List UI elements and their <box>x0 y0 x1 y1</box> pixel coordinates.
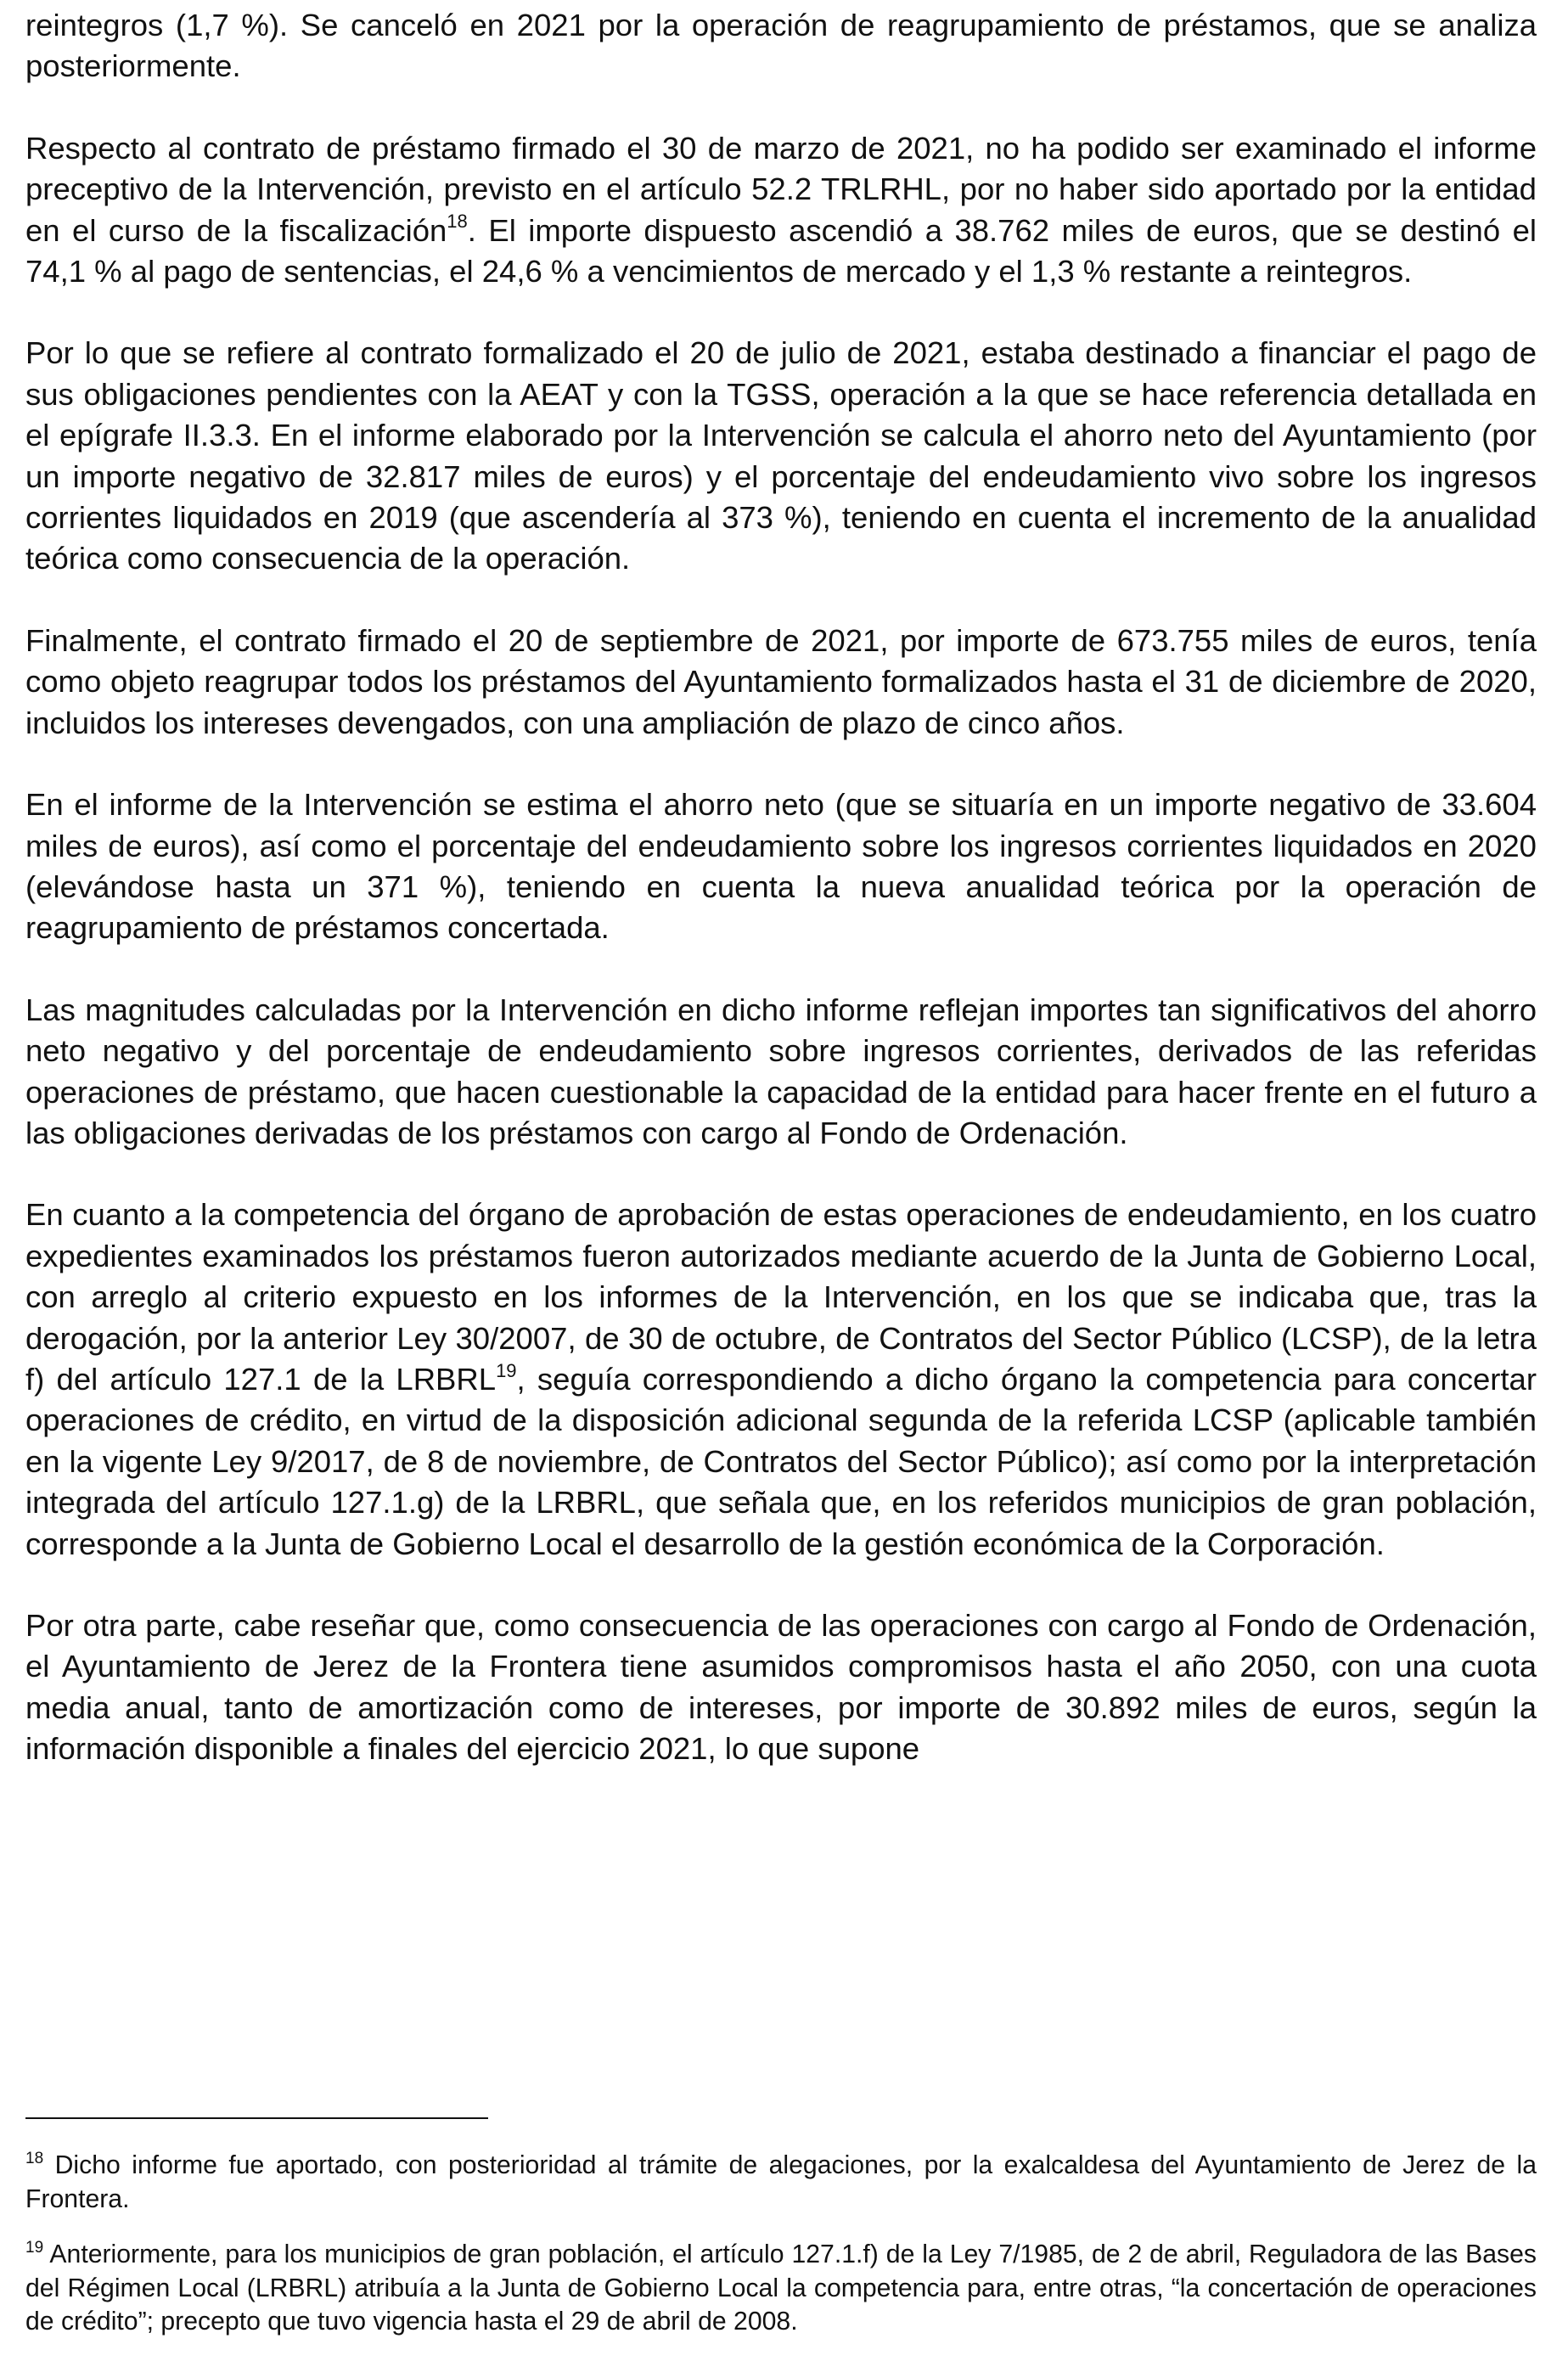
paragraph-6: Las magnitudes calculadas por la Intervención en dicho informe reflejan importes tan significativos del ahorro neto negativo y del porcentaje de endeudamiento sobre ingresos corrientes, derivados de las referidas operaciones de préstamo, que hacen cuestionable la capacidad de la entidad para hacer frente en el futuro a las obligaciones derivadas de los préstamos con cargo al Fondo de Ordenación. <box>25 992 1537 1150</box>
paragraph-2: Respecto al contrato de préstamo firmado el 30 de marzo de 2021, no ha podido ser examinado el informe preceptivo de la Intervención, previsto en el artículo 52.2 TRLRHL, por no haber sido aportado por la entidad en el curso de la fiscalización$^{18}$. El importe dispuesto ascendió a 38.762 miles de euros, que se destinó el 74,1 % al pago de sentencias, el 24,6 % a vencimientos de mercado y el 1,3 % restante a reintegros. <box>25 130 1537 290</box>
footnote-19: $^{19}$ Anteriormente, para los municipios de gran población, el artículo 127.1.f) de la Ley 7/1985, de 2 de abril, Reguladora de las Bases del Régimen Local (LRBRL) atribuía a la Junta de Gobierno Local la competencia para, entre otras, “la concertación de operaciones de crédito”; precepto que tuvo vigencia hasta el 29 de abril de 2008. <box>25 2238 1537 2336</box>
footnote-separator <box>25 2117 488 2119</box>
footnote-ref-18[interactable]: 18 <box>447 211 468 233</box>
document-body <box>25 5 1537 1811</box>
paragraph-8: Por otra parte, cabe reseñar que, como consecuencia de las operaciones con cargo al Fondo de Ordenación, el Ayuntamiento de Jerez de la Frontera tiene asumidos compromisos hasta el año 2050, con una cuota media anual, tanto de amortización como de intereses, por importe de 30.892 miles de euros, según la información disponible a finales del ejercicio 2021, lo que supone <box>25 1608 1537 1767</box>
footnote-18: $^{18}$ Dicho informe fue aportado, con posterioridad al trámite de alegaciones, por la exalcaldesa del Ayuntamiento de Jerez de la Frontera. <box>25 2149 1537 2213</box>
paragraph-7: En cuanto a la competencia del órgano de aprobación de estas operaciones de endeudamiento, en los cuatro expedientes examinados los préstamos fueron autorizados mediante acuerdo de la Junta de Gobierno Local, con arreglo al criterio expuesto en los informes de la Intervención, en los que se indicaba que, tras la derogación, por la anterior Ley 30/2007, de 30 de octubre, de Contratos del Sector Público (LCSP), de la letra f) del artículo 127.1 de la LRBRL$^{19}$, seguía correspondiendo a dicho órgano la competencia para concertar operaciones de crédito, en virtud de la disposición adicional segunda de la referida LCSP (aplicable también en la vigente Ley 9/2017, de 8 de noviembre, de Contratos del Sector Público); así como por la interpretación integrada del artículo 127.1.g) de la LRBRL, que señala que, en los referidos municipios de gran población, corresponde a la Junta de Gobierno Local el desarrollo de la gestión económica de la Corporación. <box>25 1197 1537 1561</box>
paragraph-4: Finalmente, el contrato firmado el 20 de septiembre de 2021, por importe de 673.755 miles de euros, tenía como objeto reagrupar todos los préstamos del Ayuntamiento formalizados hasta el 31 de diciembre de 2020, incluidos los intereses devengados, con una ampliación de plazo de cinco años. <box>25 622 1537 740</box>
paragraph-5: En el informe de la Intervención se estima el ahorro neto (que se situaría en un importe negativo de 33.604 miles de euros), así como el porcentaje del endeudamiento sobre los ingresos corrientes liquidados en 2020 (elevándose hasta un 371 %), teniendo en cuenta la nueva anualidad teórica por la operación de reagrupamiento de préstamos concertada. <box>25 787 1537 946</box>
paragraph-3: Por lo que se refiere al contrato formalizado el 20 de julio de 2021, estaba destinado a financiar el pago de sus obligaciones pendientes con la AEAT y con la TGSS, operación a la que se hace referencia detallada en el epígrafe II.3.3. En el informe elaborado por la Intervención se calcula el ahorro neto del Ayuntamiento (por un importe negativo de 32.817 miles de euros) y el porcentaje del endeudamiento vivo sobre los ingresos corrientes liquidados en 2019 (que ascendería al 373 %), teniendo en cuenta el incremento de la anualidad teórica como consecuencia de la operación. <box>25 335 1537 576</box>
footnote-ref-19[interactable]: 19 <box>496 1359 517 1381</box>
footnote-mark: 19 <box>25 2238 44 2257</box>
footnote-mark: 18 <box>25 2149 44 2167</box>
footnotes <box>25 2149 1537 2361</box>
paragraph-1: reintegros (1,7 %). Se canceló en 2021 por la operación de reagrupamiento de préstamos, que se analiza posteriormente. <box>25 8 1537 84</box>
